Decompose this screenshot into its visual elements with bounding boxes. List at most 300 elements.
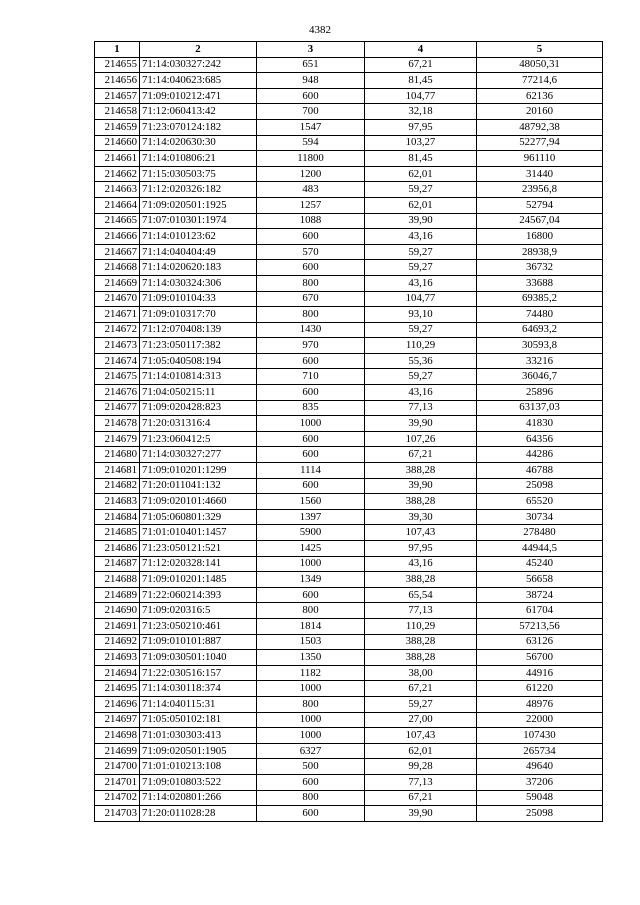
cell-id: 214683 — [95, 494, 140, 510]
cell-area: 800 — [257, 603, 365, 619]
cell-cadastral-number: 71:23:050210:461 — [140, 618, 257, 634]
cell-rate: 55,36 — [365, 353, 477, 369]
cell-id: 214700 — [95, 759, 140, 775]
table-row — [95, 307, 603, 323]
cell-cadastral-number: 71:23:060412:5 — [140, 431, 257, 447]
cell-rate: 97,95 — [365, 119, 477, 135]
cell-cadastral-number: 71:14:040623:685 — [140, 73, 257, 89]
cell-id: 214697 — [95, 712, 140, 728]
cell-cadastral-number: 71:05:050102:181 — [140, 712, 257, 728]
cell-area: 1814 — [257, 618, 365, 634]
cell-value: 30593,8 — [477, 338, 603, 354]
cell-cadastral-number: 71:12:020328:141 — [140, 556, 257, 572]
cell-rate: 77,13 — [365, 400, 477, 416]
cell-cadastral-number: 71:09:030501:1040 — [140, 650, 257, 666]
cell-area: 600 — [257, 88, 365, 104]
table-row — [95, 681, 603, 697]
cell-area: 1000 — [257, 416, 365, 432]
cell-cadastral-number: 71:14:010123:62 — [140, 229, 257, 245]
cell-id: 214659 — [95, 119, 140, 135]
table-row — [95, 166, 603, 182]
cell-area: 800 — [257, 696, 365, 712]
cell-cadastral-number: 71:14:040115:31 — [140, 696, 257, 712]
table-row — [95, 260, 603, 276]
table-row — [95, 119, 603, 135]
cell-id: 214685 — [95, 525, 140, 541]
table-row — [95, 353, 603, 369]
table-row — [95, 806, 603, 822]
cell-area: 1000 — [257, 712, 365, 728]
cell-cadastral-number: 71:20:031316:4 — [140, 416, 257, 432]
cell-value: 74480 — [477, 307, 603, 323]
cell-cadastral-number: 71:07:010301:1974 — [140, 213, 257, 229]
table-row — [95, 57, 603, 73]
cell-id: 214696 — [95, 696, 140, 712]
cell-value: 63137,03 — [477, 400, 603, 416]
cell-rate: 388,28 — [365, 634, 477, 650]
cell-value: 62136 — [477, 88, 603, 104]
cell-value: 33216 — [477, 353, 603, 369]
table-row — [95, 759, 603, 775]
cell-id: 214673 — [95, 338, 140, 354]
cell-cadastral-number: 71:05:040508:194 — [140, 353, 257, 369]
table-header — [95, 42, 603, 58]
cell-rate: 97,95 — [365, 541, 477, 557]
table-row — [95, 88, 603, 104]
cell-value: 31440 — [477, 166, 603, 182]
cell-cadastral-number: 71:05:060801:329 — [140, 509, 257, 525]
table-row — [95, 244, 603, 260]
cell-area: 5900 — [257, 525, 365, 541]
cell-cadastral-number: 71:14:020630:30 — [140, 135, 257, 151]
table-row — [95, 197, 603, 213]
cell-value: 44916 — [477, 665, 603, 681]
cell-id: 214670 — [95, 291, 140, 307]
cell-area: 1000 — [257, 556, 365, 572]
cell-id: 214666 — [95, 229, 140, 245]
cell-rate: 67,21 — [365, 681, 477, 697]
page-number: 4382 — [309, 24, 331, 36]
cell-value: 44286 — [477, 447, 603, 463]
table-row — [95, 696, 603, 712]
table-row — [95, 509, 603, 525]
cell-value: 41830 — [477, 416, 603, 432]
cell-rate: 39,90 — [365, 478, 477, 494]
cell-value: 30734 — [477, 509, 603, 525]
cell-rate: 104,77 — [365, 291, 477, 307]
table-row — [95, 447, 603, 463]
cell-rate: 107,43 — [365, 525, 477, 541]
cell-id: 214671 — [95, 307, 140, 323]
cell-area: 1257 — [257, 197, 365, 213]
cell-area: 670 — [257, 291, 365, 307]
cell-area: 700 — [257, 104, 365, 120]
cell-value: 65520 — [477, 494, 603, 510]
cell-id: 214679 — [95, 431, 140, 447]
cell-rate: 59,27 — [365, 322, 477, 338]
cell-value: 56658 — [477, 572, 603, 588]
cell-cadastral-number: 71:09:010201:1299 — [140, 463, 257, 479]
table-row — [95, 618, 603, 634]
cell-rate: 107,43 — [365, 728, 477, 744]
cell-value: 52794 — [477, 197, 603, 213]
cell-value: 25098 — [477, 478, 603, 494]
table-row — [95, 369, 603, 385]
table-row — [95, 338, 603, 354]
cell-rate: 110,29 — [365, 618, 477, 634]
table-row — [95, 104, 603, 120]
cell-id: 214694 — [95, 665, 140, 681]
table-row — [95, 385, 603, 401]
cell-area: 1200 — [257, 166, 365, 182]
data-table — [94, 41, 603, 822]
cell-value: 107430 — [477, 728, 603, 744]
cell-cadastral-number: 71:20:011041:132 — [140, 478, 257, 494]
cell-id: 214675 — [95, 369, 140, 385]
cell-cadastral-number: 71:09:010212:471 — [140, 88, 257, 104]
cell-area: 1114 — [257, 463, 365, 479]
cell-area: 570 — [257, 244, 365, 260]
cell-id: 214664 — [95, 197, 140, 213]
cell-id: 214661 — [95, 151, 140, 167]
cell-cadastral-number: 71:09:010803:522 — [140, 774, 257, 790]
table-row — [95, 213, 603, 229]
cell-id: 214674 — [95, 353, 140, 369]
cell-id: 214693 — [95, 650, 140, 666]
cell-cadastral-number: 71:15:030503:75 — [140, 166, 257, 182]
cell-cadastral-number: 71:14:020801:266 — [140, 790, 257, 806]
cell-id: 214684 — [95, 509, 140, 525]
cell-rate: 67,21 — [365, 790, 477, 806]
cell-area: 1088 — [257, 213, 365, 229]
cell-id: 214702 — [95, 790, 140, 806]
cell-rate: 62,01 — [365, 743, 477, 759]
cell-id: 214669 — [95, 275, 140, 291]
table-row — [95, 790, 603, 806]
table-row — [95, 229, 603, 245]
table-row — [95, 73, 603, 89]
table-row — [95, 665, 603, 681]
cell-area: 835 — [257, 400, 365, 416]
cell-id: 214660 — [95, 135, 140, 151]
cell-cadastral-number: 71:09:020501:1925 — [140, 197, 257, 213]
cell-id: 214665 — [95, 213, 140, 229]
cell-rate: 388,28 — [365, 650, 477, 666]
cell-cadastral-number: 71:09:010101:887 — [140, 634, 257, 650]
cell-id: 214667 — [95, 244, 140, 260]
cell-id: 214677 — [95, 400, 140, 416]
cell-value: 64693,2 — [477, 322, 603, 338]
cell-rate: 77,13 — [365, 774, 477, 790]
cell-value: 278480 — [477, 525, 603, 541]
cell-id: 214686 — [95, 541, 140, 557]
table-row — [95, 416, 603, 432]
table-row — [95, 478, 603, 494]
cell-area: 1560 — [257, 494, 365, 510]
cell-id: 214668 — [95, 260, 140, 276]
cell-rate: 388,28 — [365, 572, 477, 588]
cell-value: 20160 — [477, 104, 603, 120]
cell-rate: 59,27 — [365, 369, 477, 385]
cell-cadastral-number: 71:22:030516:157 — [140, 665, 257, 681]
cell-value: 48792,38 — [477, 119, 603, 135]
cell-rate: 59,27 — [365, 696, 477, 712]
cell-value: 961110 — [477, 151, 603, 167]
cell-rate: 107,26 — [365, 431, 477, 447]
cell-id: 214663 — [95, 182, 140, 198]
cell-cadastral-number: 71:22:060214:393 — [140, 587, 257, 603]
cell-area: 6327 — [257, 743, 365, 759]
cell-area: 600 — [257, 431, 365, 447]
cell-area: 600 — [257, 478, 365, 494]
cell-area: 1425 — [257, 541, 365, 557]
table-row — [95, 634, 603, 650]
cell-value: 52277,94 — [477, 135, 603, 151]
table-row — [95, 556, 603, 572]
cell-cadastral-number: 71:04:050215:11 — [140, 385, 257, 401]
cell-rate: 43,16 — [365, 556, 477, 572]
cell-rate: 81,45 — [365, 73, 477, 89]
cell-cadastral-number: 71:23:070124:182 — [140, 119, 257, 135]
cell-rate: 27,00 — [365, 712, 477, 728]
cell-cadastral-number: 71:09:020316:5 — [140, 603, 257, 619]
cell-area: 1547 — [257, 119, 365, 135]
table-row — [95, 712, 603, 728]
cell-area: 600 — [257, 385, 365, 401]
cell-value: 36046,7 — [477, 369, 603, 385]
cell-value: 46788 — [477, 463, 603, 479]
cell-rate: 388,28 — [365, 463, 477, 479]
cell-cadastral-number: 71:14:010806:21 — [140, 151, 257, 167]
cell-cadastral-number: 71:14:040404:49 — [140, 244, 257, 260]
cell-area: 500 — [257, 759, 365, 775]
cell-area: 948 — [257, 73, 365, 89]
cell-value: 63126 — [477, 634, 603, 650]
cell-id: 214681 — [95, 463, 140, 479]
cell-id: 214655 — [95, 57, 140, 73]
cell-value: 49640 — [477, 759, 603, 775]
table-row — [95, 463, 603, 479]
cell-cadastral-number: 71:12:060413:42 — [140, 104, 257, 120]
cell-cadastral-number: 71:23:050117:382 — [140, 338, 257, 354]
cell-value: 37206 — [477, 774, 603, 790]
table-row — [95, 650, 603, 666]
cell-area: 1349 — [257, 572, 365, 588]
cell-value: 44944,5 — [477, 541, 603, 557]
cell-rate: 59,27 — [365, 244, 477, 260]
cell-cadastral-number: 71:09:010201:1485 — [140, 572, 257, 588]
cell-id: 214672 — [95, 322, 140, 338]
cell-value: 23956,8 — [477, 182, 603, 198]
cell-rate: 99,28 — [365, 759, 477, 775]
table-row — [95, 603, 603, 619]
cell-id: 214691 — [95, 618, 140, 634]
cell-area: 800 — [257, 307, 365, 323]
cell-value: 22000 — [477, 712, 603, 728]
cell-id: 214701 — [95, 774, 140, 790]
cell-cadastral-number: 71:14:030118:374 — [140, 681, 257, 697]
cell-rate: 39,90 — [365, 806, 477, 822]
cell-id: 214678 — [95, 416, 140, 432]
cell-cadastral-number: 71:23:050121:521 — [140, 541, 257, 557]
cell-value: 265734 — [477, 743, 603, 759]
cell-rate: 67,21 — [365, 57, 477, 73]
cell-value: 24567,04 — [477, 213, 603, 229]
cell-cadastral-number: 71:09:020501:1905 — [140, 743, 257, 759]
cell-cadastral-number: 71:01:010401:1457 — [140, 525, 257, 541]
cell-rate: 38,00 — [365, 665, 477, 681]
cell-id: 214662 — [95, 166, 140, 182]
cell-id: 214680 — [95, 447, 140, 463]
cell-rate: 65,54 — [365, 587, 477, 603]
cell-value: 64356 — [477, 431, 603, 447]
cell-rate: 103,27 — [365, 135, 477, 151]
cell-rate: 43,16 — [365, 229, 477, 245]
cell-value: 59048 — [477, 790, 603, 806]
cell-id: 214689 — [95, 587, 140, 603]
cell-area: 800 — [257, 275, 365, 291]
cell-value: 48976 — [477, 696, 603, 712]
cell-value: 28938,9 — [477, 244, 603, 260]
cell-area: 600 — [257, 229, 365, 245]
cell-id: 214682 — [95, 478, 140, 494]
cell-value: 69385,2 — [477, 291, 603, 307]
cell-id: 214698 — [95, 728, 140, 744]
table-row — [95, 400, 603, 416]
cell-rate: 39,90 — [365, 213, 477, 229]
cell-value: 56700 — [477, 650, 603, 666]
cell-cadastral-number: 71:14:010814:313 — [140, 369, 257, 385]
table-row — [95, 275, 603, 291]
cell-value: 61704 — [477, 603, 603, 619]
cell-value: 57213,56 — [477, 618, 603, 634]
cell-value: 16800 — [477, 229, 603, 245]
cell-area: 1000 — [257, 728, 365, 744]
cell-cadastral-number: 71:01:030303:413 — [140, 728, 257, 744]
cell-value: 25098 — [477, 806, 603, 822]
cell-cadastral-number: 71:14:030327:242 — [140, 57, 257, 73]
cell-area: 11800 — [257, 151, 365, 167]
cell-rate: 39,30 — [365, 509, 477, 525]
cell-rate: 59,27 — [365, 182, 477, 198]
table-row — [95, 291, 603, 307]
cell-rate: 62,01 — [365, 166, 477, 182]
cell-area: 600 — [257, 447, 365, 463]
table-row — [95, 494, 603, 510]
cell-rate: 32,18 — [365, 104, 477, 120]
cell-rate: 67,21 — [365, 447, 477, 463]
cell-cadastral-number: 71:20:011028:28 — [140, 806, 257, 822]
cell-area: 1503 — [257, 634, 365, 650]
column-header-1: 1 — [95, 42, 140, 58]
table-row — [95, 572, 603, 588]
cell-cadastral-number: 71:14:030324:306 — [140, 275, 257, 291]
column-header-3: 3 — [257, 42, 365, 58]
table-row — [95, 135, 603, 151]
cell-area: 483 — [257, 182, 365, 198]
table-body — [95, 57, 603, 821]
cell-cadastral-number: 71:14:020620:183 — [140, 260, 257, 276]
cell-cadastral-number: 71:14:030327:277 — [140, 447, 257, 463]
cell-cadastral-number: 71:01:010213:108 — [140, 759, 257, 775]
header-row — [95, 42, 603, 58]
cell-area: 594 — [257, 135, 365, 151]
cell-rate: 110,29 — [365, 338, 477, 354]
cell-rate: 39,90 — [365, 416, 477, 432]
cell-area: 970 — [257, 338, 365, 354]
cell-id: 214703 — [95, 806, 140, 822]
cell-area: 600 — [257, 260, 365, 276]
cell-id: 214657 — [95, 88, 140, 104]
cell-cadastral-number: 71:12:070408:139 — [140, 322, 257, 338]
cell-area: 1182 — [257, 665, 365, 681]
cell-id: 214688 — [95, 572, 140, 588]
cell-cadastral-number: 71:09:020101:4660 — [140, 494, 257, 510]
table-row — [95, 728, 603, 744]
cell-value: 77214,6 — [477, 73, 603, 89]
cell-value: 25896 — [477, 385, 603, 401]
cell-area: 1430 — [257, 322, 365, 338]
cell-area: 1350 — [257, 650, 365, 666]
column-header-4: 4 — [365, 42, 477, 58]
table-row — [95, 322, 603, 338]
cell-area: 600 — [257, 806, 365, 822]
cell-value: 45240 — [477, 556, 603, 572]
cell-rate: 62,01 — [365, 197, 477, 213]
cell-area: 1397 — [257, 509, 365, 525]
table-row — [95, 774, 603, 790]
table-row — [95, 743, 603, 759]
cell-cadastral-number: 71:09:010104:33 — [140, 291, 257, 307]
cell-value: 36732 — [477, 260, 603, 276]
cell-cadastral-number: 71:09:010317:70 — [140, 307, 257, 323]
cell-rate: 93,10 — [365, 307, 477, 323]
table-row — [95, 182, 603, 198]
cell-id: 214676 — [95, 385, 140, 401]
cell-rate: 77,13 — [365, 603, 477, 619]
cell-id: 214695 — [95, 681, 140, 697]
table-row — [95, 151, 603, 167]
cell-id: 214690 — [95, 603, 140, 619]
column-header-5: 5 — [477, 42, 603, 58]
cell-area: 600 — [257, 774, 365, 790]
cell-value: 38724 — [477, 587, 603, 603]
cell-id: 214692 — [95, 634, 140, 650]
cell-cadastral-number: 71:12:020326:182 — [140, 182, 257, 198]
table-row — [95, 525, 603, 541]
table-row — [95, 431, 603, 447]
cell-area: 600 — [257, 353, 365, 369]
table-row — [95, 541, 603, 557]
cell-id: 214687 — [95, 556, 140, 572]
cell-area: 1000 — [257, 681, 365, 697]
cell-value: 48050,31 — [477, 57, 603, 73]
cell-rate: 104,77 — [365, 88, 477, 104]
cell-cadastral-number: 71:09:020428:823 — [140, 400, 257, 416]
cell-id: 214699 — [95, 743, 140, 759]
cell-area: 710 — [257, 369, 365, 385]
cell-rate: 81,45 — [365, 151, 477, 167]
cell-value: 61220 — [477, 681, 603, 697]
cell-id: 214656 — [95, 73, 140, 89]
cell-rate: 59,27 — [365, 260, 477, 276]
cell-rate: 388,28 — [365, 494, 477, 510]
table-row — [95, 587, 603, 603]
cell-area: 651 — [257, 57, 365, 73]
cell-value: 33688 — [477, 275, 603, 291]
cell-rate: 43,16 — [365, 275, 477, 291]
cell-area: 600 — [257, 587, 365, 603]
